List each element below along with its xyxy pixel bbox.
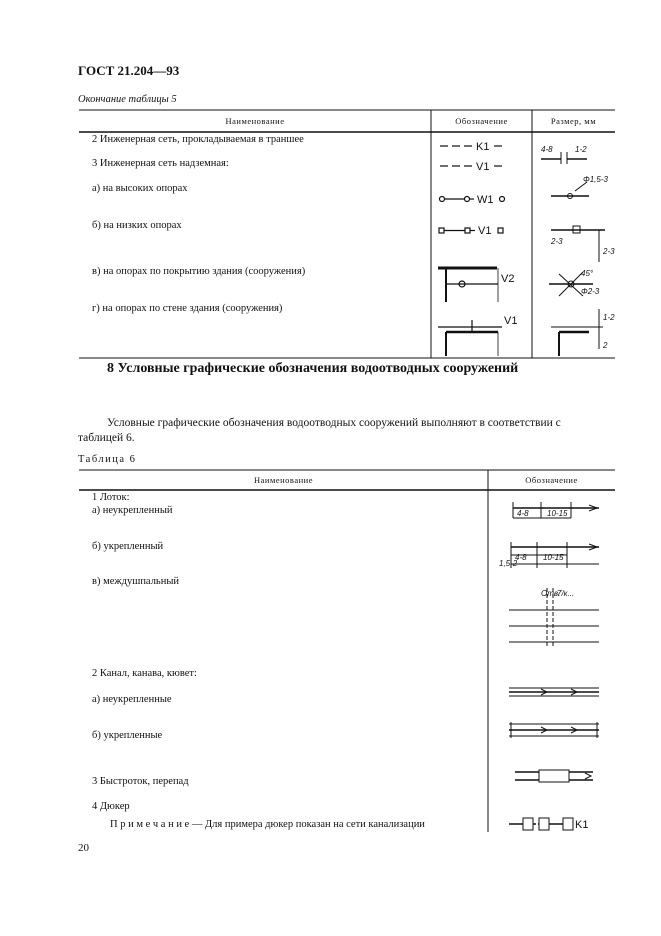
v1-label: V1	[476, 161, 490, 173]
table6-row-name: 1 Лоток:	[92, 492, 130, 503]
k1-label: K1	[575, 819, 589, 831]
table5-row-name: 3 Инженерная сеть надземная:	[92, 158, 229, 169]
table5-header-symbol: Обозначение	[455, 116, 508, 126]
table5-size-sketches	[533, 134, 615, 358]
dim-label: 4-8	[517, 509, 529, 518]
dim-label: 2-3	[603, 247, 615, 256]
dim-label: Φ1,5-3	[583, 175, 608, 184]
table6-header-name: Наименование	[254, 475, 313, 485]
table6-header-symbol: Обозначение	[525, 475, 578, 485]
table5-symbols	[432, 134, 532, 358]
table5-row-name: в) на опорах по покрытию здания (сооружения)	[92, 266, 306, 277]
dim-label: 2-3	[551, 237, 563, 246]
dim-label: 10-15	[547, 509, 568, 518]
table6-row-name: а) неукрепленный	[92, 505, 173, 516]
table6-row-name: 2 Канал, канава, кювет:	[92, 668, 197, 679]
table5-row-name: б) на низких опорах	[92, 220, 182, 231]
dim-label: Φ2-3	[581, 287, 600, 296]
dim-label: 1,5-2	[499, 559, 518, 568]
dim-label: 45°	[581, 269, 594, 278]
table6-row-name: б) укрепленные	[92, 730, 163, 741]
dim-label: 2	[603, 341, 608, 350]
dim-label: 1-2	[575, 145, 587, 154]
paragraph-line: Условные графические обозначения водоотводных сооружений выполняют в соответствии с	[107, 417, 561, 429]
v1-wall-label: V1	[504, 315, 518, 327]
table6-row-name: а) неукрепленные	[92, 694, 172, 705]
page-number: 20	[78, 842, 89, 854]
dim-label: 7/к...	[557, 589, 575, 598]
table5-row-name: г) на опорах по стене здания (сооружения)	[92, 303, 283, 314]
dim-label: Отв.	[541, 589, 561, 598]
table6-symbols	[489, 492, 615, 836]
dim-label: 4-8	[541, 145, 553, 154]
table6-caption: Таблица 6	[78, 454, 137, 465]
table6-row-name: б) укрепленный	[92, 541, 164, 552]
table6-row-name: 3 Быстроток, перепад	[92, 776, 189, 787]
table5-row-name: 2 Инженерная сеть, прокладываемая в траншее	[92, 134, 304, 145]
dim-label: 10-15	[543, 553, 564, 562]
table6-row-name: 4 Дюкер	[92, 801, 130, 812]
table5-header-name: Наименование	[225, 116, 285, 126]
paragraph-line: таблицей 6.	[78, 432, 135, 444]
dim-label: 4-8	[515, 553, 527, 562]
v1-low-label: V1	[478, 225, 492, 237]
v2-label: V2	[501, 273, 515, 285]
table6-note: П р и м е ч а н и е — Для примера дюкер показан на сети канализации	[110, 819, 425, 830]
section-title: 8 Условные графические обозначения водоотводных сооружений	[107, 361, 519, 376]
w1-label: W1	[477, 194, 494, 206]
table6-row-name: в) междушпальный	[92, 576, 180, 587]
table5-row-name: а) на высоких опорах	[92, 183, 188, 194]
k1-label: K1	[476, 141, 490, 153]
dim-label: 1-2	[603, 313, 615, 322]
table5-caption: Окончание таблицы 5	[78, 94, 177, 105]
document-code: ГОСТ 21.204—93	[78, 63, 180, 78]
table5-header-size: Размер, мм	[550, 116, 597, 126]
